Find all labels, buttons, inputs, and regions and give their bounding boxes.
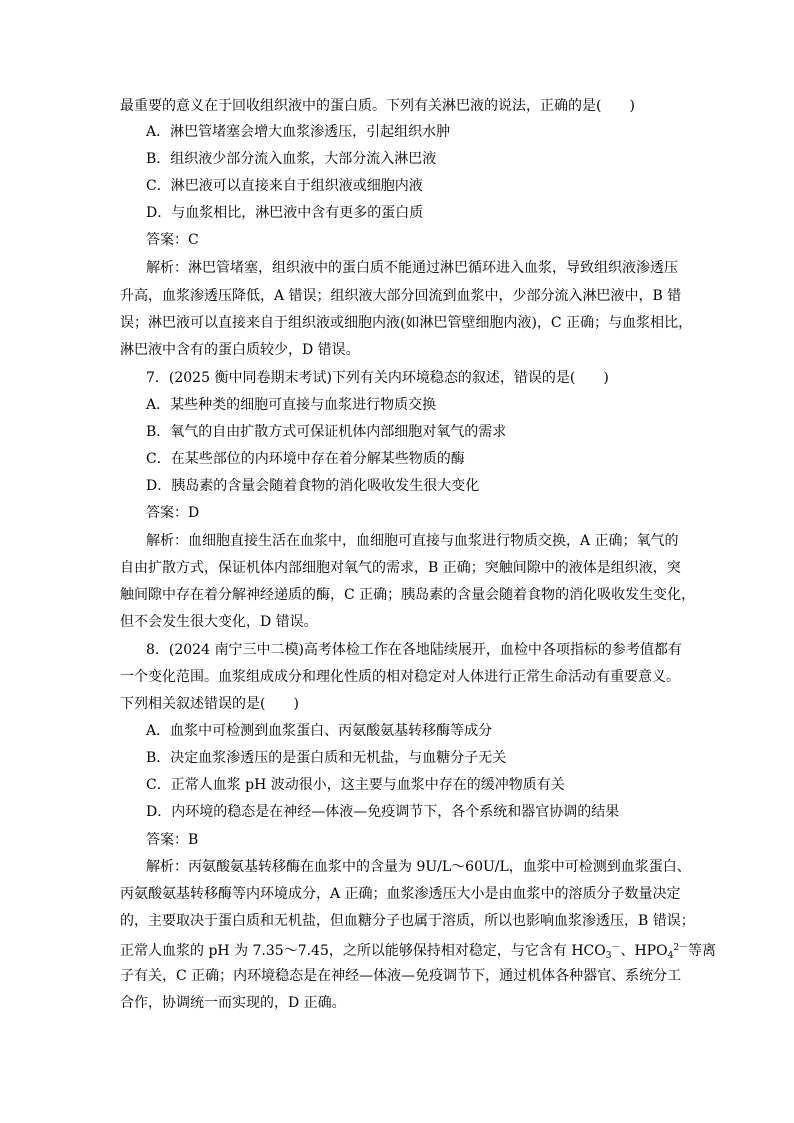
q7-stem: 7．(2025 衡中同卷期末考试)下列有关内环境稳态的叙述，错误的是( ) bbox=[146, 370, 609, 386]
q8-option-a: A．血浆中可检测到血浆蛋白、丙氨酸氨基转移酶等成分 bbox=[146, 723, 493, 739]
q6-option-d: D．与血浆相比，淋巴液中含有更多的蛋白质 bbox=[146, 205, 424, 221]
q6-answer: 答案：C bbox=[146, 232, 199, 248]
q6-option-a: A．淋巴管堵塞会增大血浆渗透压，引起组织水肿 bbox=[146, 124, 451, 140]
q8-explanation-line: 丙氨酸氨基转移酶等内环境成分，A 正确；血浆渗透压大小是由血浆中的溶质分子数量决定 bbox=[120, 886, 681, 902]
q7-option-c: C．在某些部位的内环境中存在着分解某些物质的酶 bbox=[146, 451, 465, 467]
q8-option-d: D．内环境的稳态是在神经—体液—免疫调节下，各个系统和器官协调的结果 bbox=[146, 804, 620, 820]
subscript: 4 bbox=[667, 951, 674, 961]
q8-explanation-line: 解析：丙氨酸氨基转移酶在血浆中的含量为 9U/L～60U/L，血浆中可检测到血浆蛋白、 bbox=[146, 859, 691, 875]
text-segment: 正常人血浆的 pH 为 7.35～7.45，之所以能够保持相对稳定，与它含有 HCO bbox=[120, 943, 606, 959]
q7-explanation-line: 触间隙中存在着分解神经递质的酶，C 正确；胰岛素的含量会随着食物的消化吸收发生变化， bbox=[120, 587, 696, 603]
q8-stem-line: 一个变化范围。血浆组成成分和理化性质的相对稳定对人体进行正常生命活动有重要意义。 bbox=[120, 669, 680, 685]
q8-option-b: B．决定血浆渗透压的是蛋白质和无机盐，与血糖分子无关 bbox=[146, 750, 507, 766]
q8-explanation-line-ions bbox=[0, 938, 794, 966]
q8-explanation-line: 合作，协调统一而实现的，D 正确。 bbox=[120, 995, 346, 1011]
q6-intro: 最重要的意义在于回收组织液中的蛋白质。下列有关淋巴液的说法，正确的是( ) bbox=[120, 98, 635, 114]
q6-explanation-line: 升高，血浆渗透压降低，A 错误；组织液大部分回流到血浆中，少部分流入淋巴液中，B 错 bbox=[120, 288, 682, 304]
q7-option-a: A．某些种类的细胞可直接与血浆进行物质交换 bbox=[146, 397, 437, 413]
text-segment: 、HPO bbox=[620, 943, 668, 959]
q6-option-b: B．组织液少部分流入血浆，大部分流入淋巴液 bbox=[146, 151, 437, 167]
q8-stem-line: 下列相关叙述错误的是( ) bbox=[120, 696, 299, 712]
q8-explanation-line: 子有关，C 正确；内环境稳态是在神经—体液—免疫调节下，通过机体各种器官、系统分工 bbox=[120, 968, 682, 984]
q7-option-d: D．胰岛素的含量会随着食物的消化吸收发生很大变化 bbox=[146, 478, 480, 494]
q8-answer: 答案：B bbox=[146, 832, 199, 848]
q6-option-c: C．淋巴液可以直接来自于组织液或细胞内液 bbox=[146, 178, 423, 194]
superscript: － bbox=[611, 943, 621, 953]
q7-option-b: B．氧气的自由扩散方式可保证机体内部细胞对氧气的需求 bbox=[146, 424, 507, 440]
superscript: 2－ bbox=[673, 943, 689, 953]
q6-explanation-line: 解析：淋巴管堵塞，组织液中的蛋白质不能通过淋巴循环进入血浆，导致组织液渗透压 bbox=[146, 260, 678, 276]
q7-explanation-line: 解析：血细胞直接生活在血浆中，血细胞可直接与血浆进行物质交换，A 正确；氧气的 bbox=[146, 533, 679, 549]
text-segment: 等离 bbox=[688, 943, 717, 959]
q8-explanation-line: 的，主要取决于蛋白质和无机盐，但血糖分子也属于溶质，所以也影响血浆渗透压，B 错误； bbox=[120, 913, 695, 929]
q7-explanation-line: 自由扩散方式，保证机体内部细胞对氧气的需求，B 正确；突触间隙中的液体是组织液，突 bbox=[120, 560, 681, 576]
q6-explanation-line: 淋巴液中含有的蛋白质较少，D 错误。 bbox=[120, 342, 360, 358]
q8-stem-line: 8．(2024 南宁三中二模)高考体检工作在各地陆续展开，血检中各项指标的参考值都有 bbox=[146, 642, 682, 658]
q7-answer: 答案：D bbox=[146, 505, 200, 521]
q6-explanation-line: 误；淋巴液可以直接来自于组织液或细胞内液(如淋巴管壁细胞内液)，C 正确；与血浆相比， bbox=[120, 315, 693, 331]
q8-option-c: C．正常人血浆 pH 波动很小，这主要与血浆中存在的缓冲物质有关 bbox=[146, 777, 565, 793]
q7-explanation-line: 但不会发生很大变化，D 错误。 bbox=[120, 614, 318, 630]
subscript: 3 bbox=[605, 951, 612, 961]
